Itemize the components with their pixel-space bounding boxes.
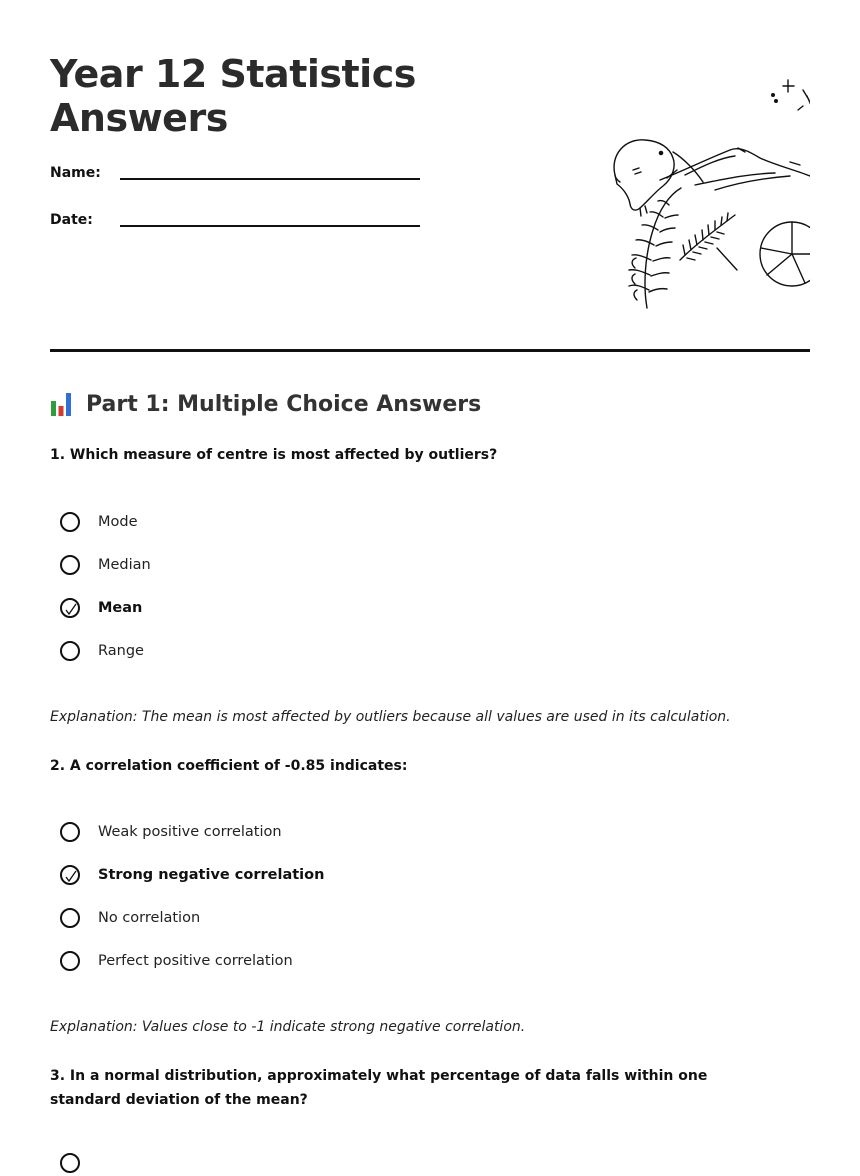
q1-option-mode[interactable] xyxy=(60,509,138,535)
bar-chart-icon xyxy=(50,391,72,417)
q1-option-median[interactable] xyxy=(60,552,151,578)
checkmark-icon xyxy=(65,602,77,616)
q3-option-partial[interactable] xyxy=(60,1150,80,1176)
title-line-1: Year 12 Statistics xyxy=(50,52,416,96)
radio-button[interactable] xyxy=(60,512,80,532)
radio-button[interactable] xyxy=(60,1153,80,1173)
option-label: Mode xyxy=(98,514,138,530)
header-divider xyxy=(50,349,810,352)
question-3: 3. In a normal distribution, approximately what percentage of data falls within one standard deviation of the mean? xyxy=(50,1068,708,1108)
name-field-row xyxy=(50,165,420,189)
date-field[interactable] xyxy=(120,225,420,227)
option-label: Weak positive correlation xyxy=(98,824,282,840)
radio-button[interactable] xyxy=(60,951,80,971)
option-label-correct: Strong negative correlation xyxy=(98,867,325,883)
option-label: No correlation xyxy=(98,910,201,926)
checkmark-icon xyxy=(65,869,77,883)
q2-option-weak-positive[interactable] xyxy=(60,819,282,845)
date-field-row xyxy=(50,212,420,236)
option-label: Perfect positive correlation xyxy=(98,953,293,969)
option-label-correct: Mean xyxy=(98,600,143,616)
section-heading xyxy=(50,389,481,419)
radio-button-selected[interactable] xyxy=(60,598,80,618)
radio-button[interactable] xyxy=(60,641,80,661)
q2-option-strong-negative[interactable] xyxy=(60,862,324,888)
name-field[interactable] xyxy=(120,178,420,180)
radio-button[interactable] xyxy=(60,822,80,842)
mountains-icon xyxy=(660,148,810,190)
option-label: Median xyxy=(98,557,151,573)
name-label: Name: xyxy=(50,165,101,181)
q2-option-perfect-positive[interactable] xyxy=(60,948,293,974)
q2-explanation: Explanation: Values close to -1 indicate strong negative correlation. xyxy=(50,1019,526,1035)
question-1: 1. Which measure of centre is most affected by outliers? xyxy=(50,447,498,463)
star-constellation-icon xyxy=(772,80,810,110)
radio-button[interactable] xyxy=(60,555,80,575)
pie-chart-icon xyxy=(760,222,810,286)
date-label: Date: xyxy=(50,212,93,228)
section-heading-text: Part 1: Multiple Choice Answers xyxy=(86,391,482,417)
page-title xyxy=(50,52,530,140)
pointer-line xyxy=(717,248,737,270)
q2-option-no-correlation[interactable] xyxy=(60,905,200,931)
kiwi-illustration xyxy=(555,70,810,315)
fern-icon xyxy=(629,188,681,308)
question-2: 2. A correlation coefficient of -0.85 indicates: xyxy=(50,758,408,774)
kiwi-bird-icon xyxy=(614,140,703,216)
radio-button[interactable] xyxy=(60,908,80,928)
q1-option-range[interactable] xyxy=(60,638,144,664)
title-line-2: Answers xyxy=(50,96,228,140)
small-fern-icon xyxy=(680,213,735,260)
q1-option-mean[interactable] xyxy=(60,595,142,621)
q1-explanation: Explanation: The mean is most affected by outliers because all values are used in its calculation. xyxy=(50,709,731,725)
radio-button-selected[interactable] xyxy=(60,865,80,885)
option-label: Range xyxy=(98,643,144,659)
